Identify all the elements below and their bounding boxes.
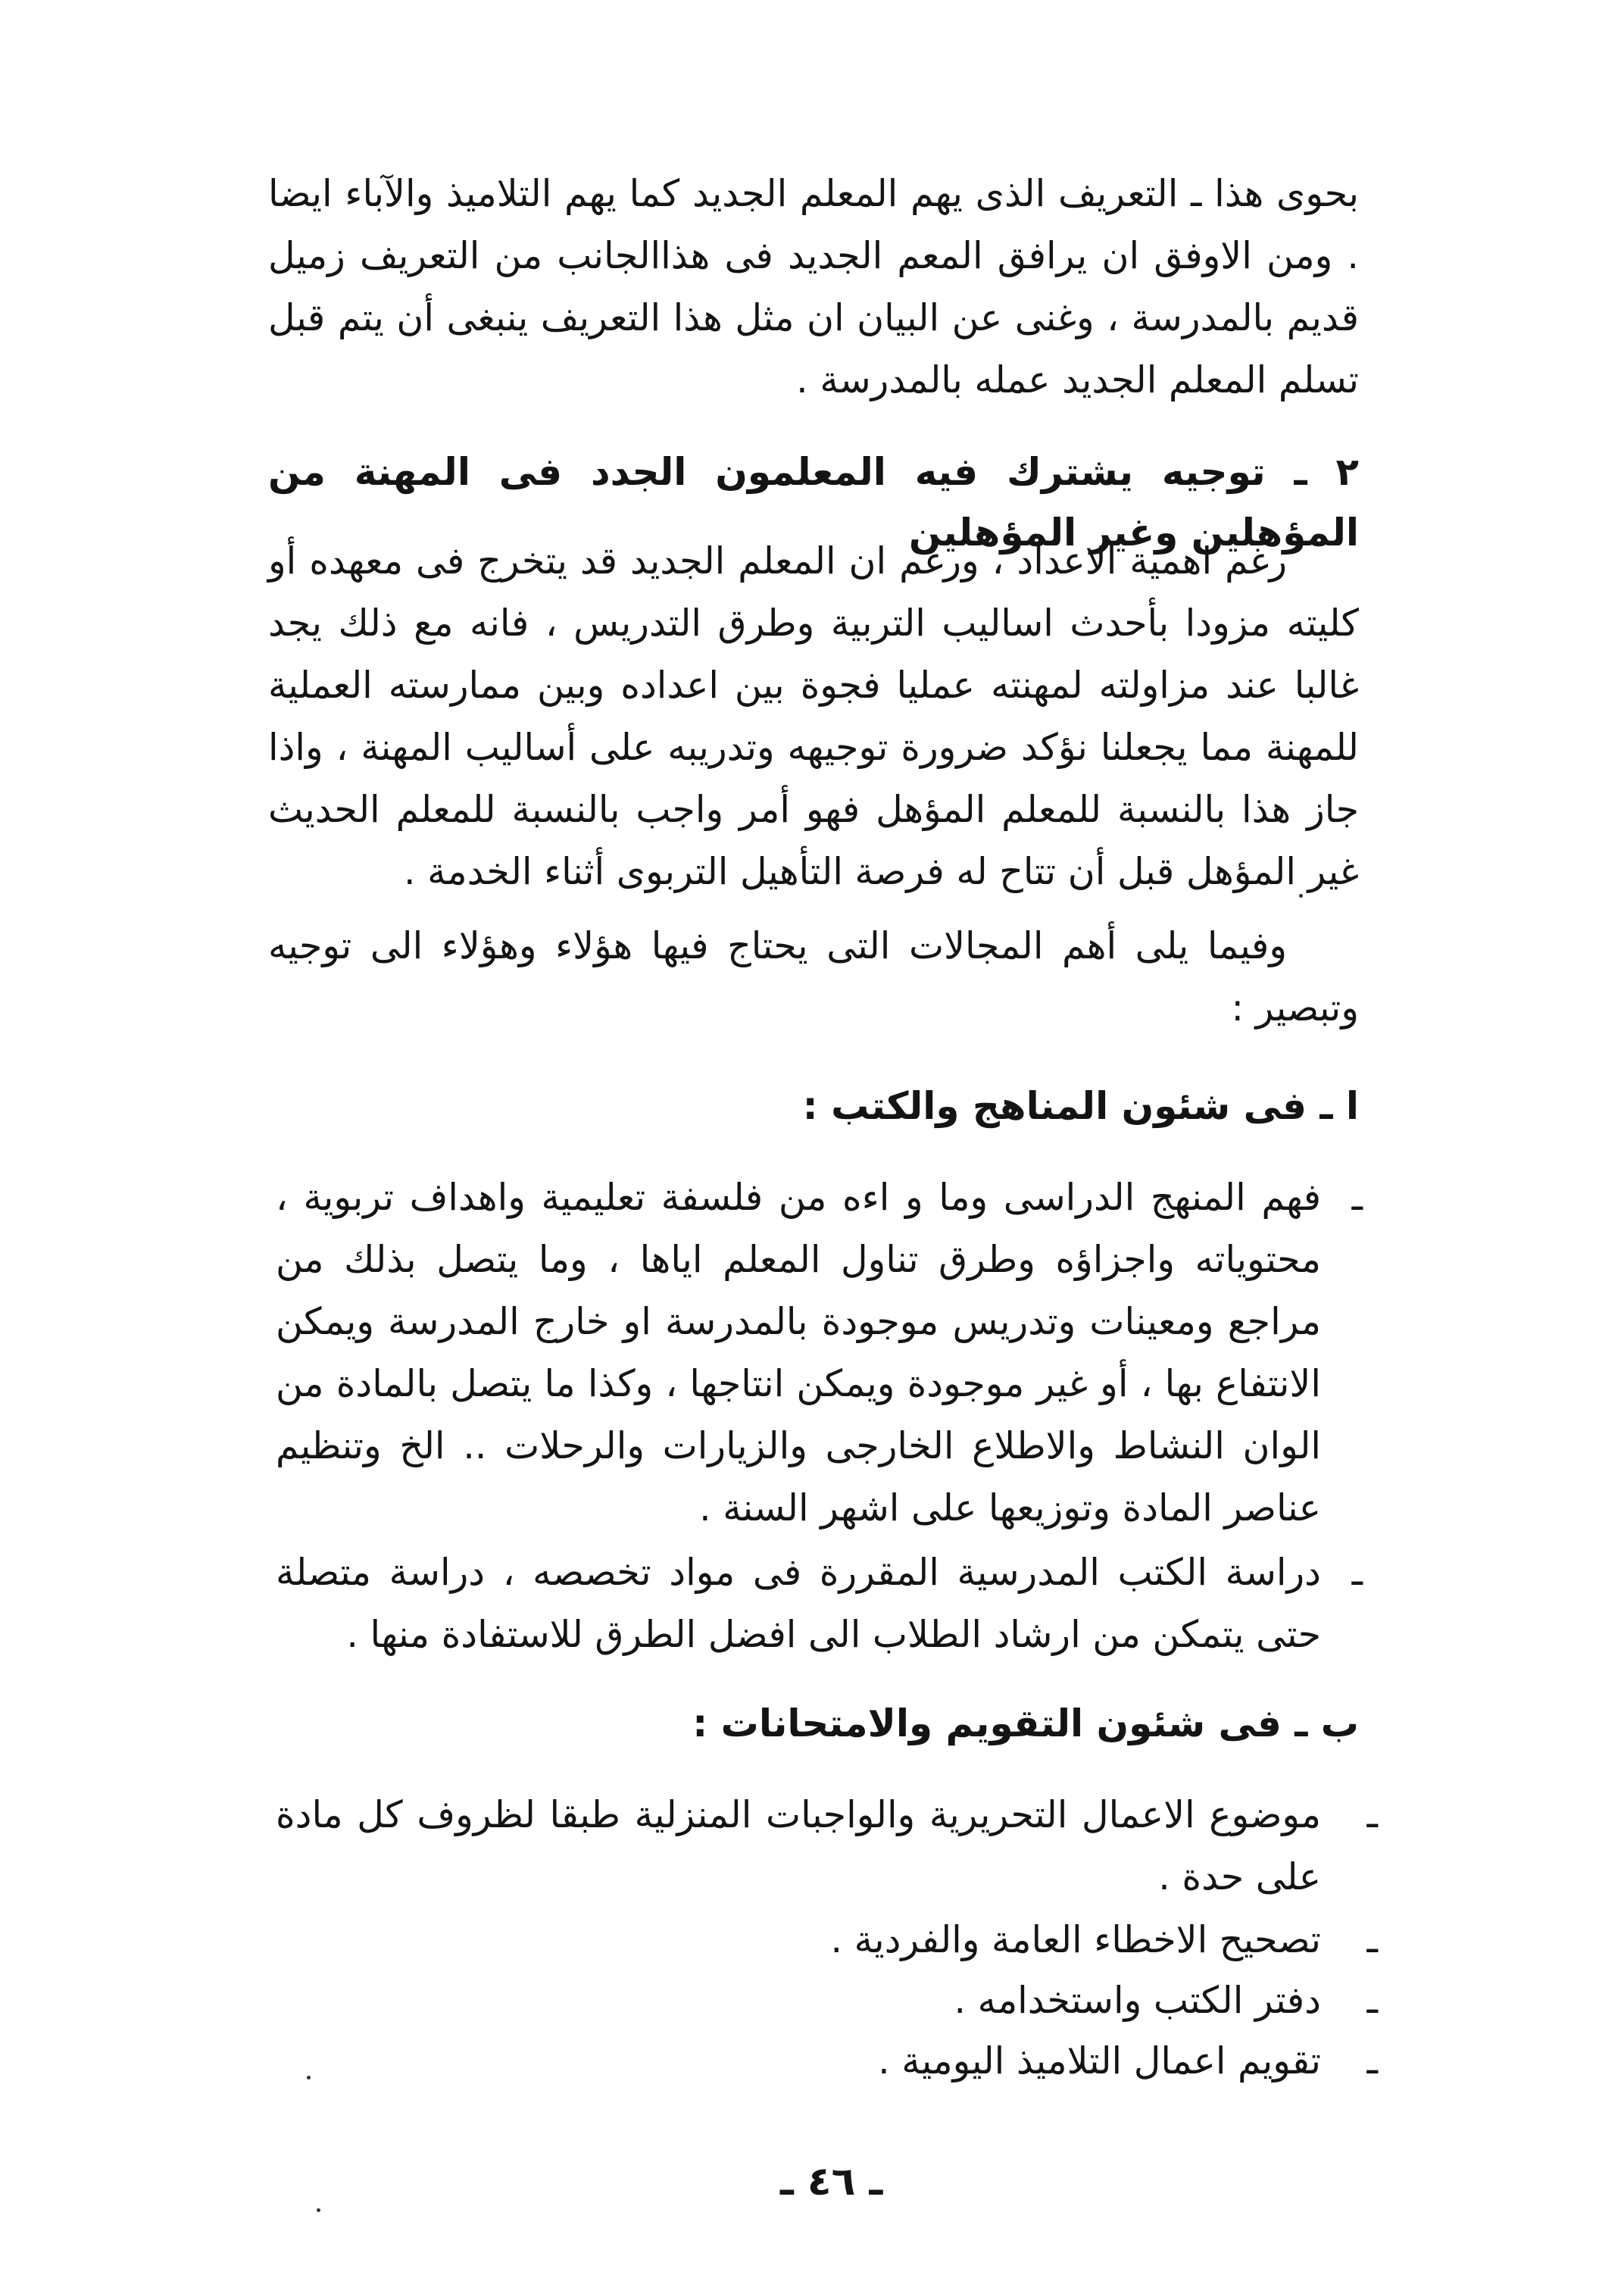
bullet-textbooks-study: دراسة الكتب المدرسية المقررة فى مواد تخصصه ، دراسة متصلة حتى يتمكن من ارشاد الطلاب الى افضل الطرق للاستفادة منها . bbox=[276, 1551, 1321, 1656]
heading-curricula-books: ا ـ فى شئون المناهج والكتب : bbox=[802, 1084, 1359, 1128]
bullet-marker: ـ bbox=[1366, 2039, 1378, 2083]
section-2-heading: ٢ ـ توجيه يشترك فيه المعلمون الجدد فى المهنة من المؤهلين وغير المؤهلين bbox=[268, 450, 1359, 555]
importance-paragraph: رغم اهمية الاعداد ، ورغم ان المعلم الجديد قد يتخرج فى معهده أو كليته مزودا بأحدث اساليب التربية وطرق التدريس ، فانه مع ذلك يجد غالبا عند مزاولته لمهنته عمليا فجوة بين اعداده وبين ممارسته العملية للمهنة مما يجعلنا نؤكد ضرورة توجيهه وتدريبه على أساليب المهنة ، واذا جاز هذا بالنسبة للمعلم المؤهل فهو أمر واجب بالنسبة للمعلم الحديث غير المؤهل قبل أن تتاح له فرصة التأهيل التربوى أثناء الخدمة . bbox=[268, 539, 1359, 893]
areas-intro-paragraph: وفيما يلى أهم المجالات التى يحتاج فيها هؤلاء وهؤلاء الى توجيه وتبصير : bbox=[268, 924, 1359, 1030]
bullet-written-work: موضوع الاعمال التحريرية والواجبات المنزلية طبقا لظروف كل مادة على حدة . bbox=[276, 1793, 1321, 1898]
bullet-marker: ـ bbox=[1366, 1979, 1378, 2022]
scan-speck bbox=[1299, 894, 1303, 898]
bullet-marker: ـ bbox=[1351, 1176, 1363, 1219]
bullet-error-correction: تصحيح الاخطاء العامة والفردية . bbox=[830, 1918, 1321, 1961]
page-number: ـ ٤٦ ـ bbox=[780, 2159, 883, 2205]
bullet-daily-assessment: تقويم اعمال التلاميذ اليومية . bbox=[878, 2039, 1321, 2083]
bullet-curriculum-understanding: فهم المنهج الدراسى وما و اءه من فلسفة تعليمية واهداف تربوية ، محتوياته واجزاؤه وطرق تناول المعلم اياها ، وما يتصل بذلك من مراجع ومعينات وتدريس موجودة بالمدرسة او خارج المدرسة ويمكن الانتفاع بها ، أو غير موجودة ويمكن انتاجها ، وكذا ما يتصل بالمادة من الوان النشاط والاطلاع الخارجى والزيارات والرحلات .. الخ وتنظيم عناصر المادة وتوزيعها على اشهر السنة . bbox=[276, 1176, 1321, 1530]
bullet-marker: ـ bbox=[1366, 1793, 1378, 1836]
scan-speck bbox=[307, 2076, 311, 2080]
scan-speck bbox=[317, 2208, 320, 2212]
heading-evaluation-exams: ب ـ فى شئون التقويم والامتحانات : bbox=[692, 1701, 1359, 1745]
bullet-marker: ـ bbox=[1351, 1551, 1363, 1594]
bullet-marker: ـ bbox=[1366, 1918, 1378, 1961]
bullet-books-register: دفتر الكتب واستخدامه . bbox=[954, 1979, 1321, 2022]
intro-paragraph: بحوى هذا ـ التعريف الذى يهم المعلم الجديد كما يهم التلاميذ والآباء ايضا . ومن الاوفق ان يرافق المعم الجديد فى هذاالجانب من التعريف زميل قديم بالمدرسة ، وغنى عن البيان ان مثل هذا التعريف ينبغى أن يتم قبل تسلم المعلم الجديد عمله بالمدرسة . bbox=[268, 172, 1359, 402]
